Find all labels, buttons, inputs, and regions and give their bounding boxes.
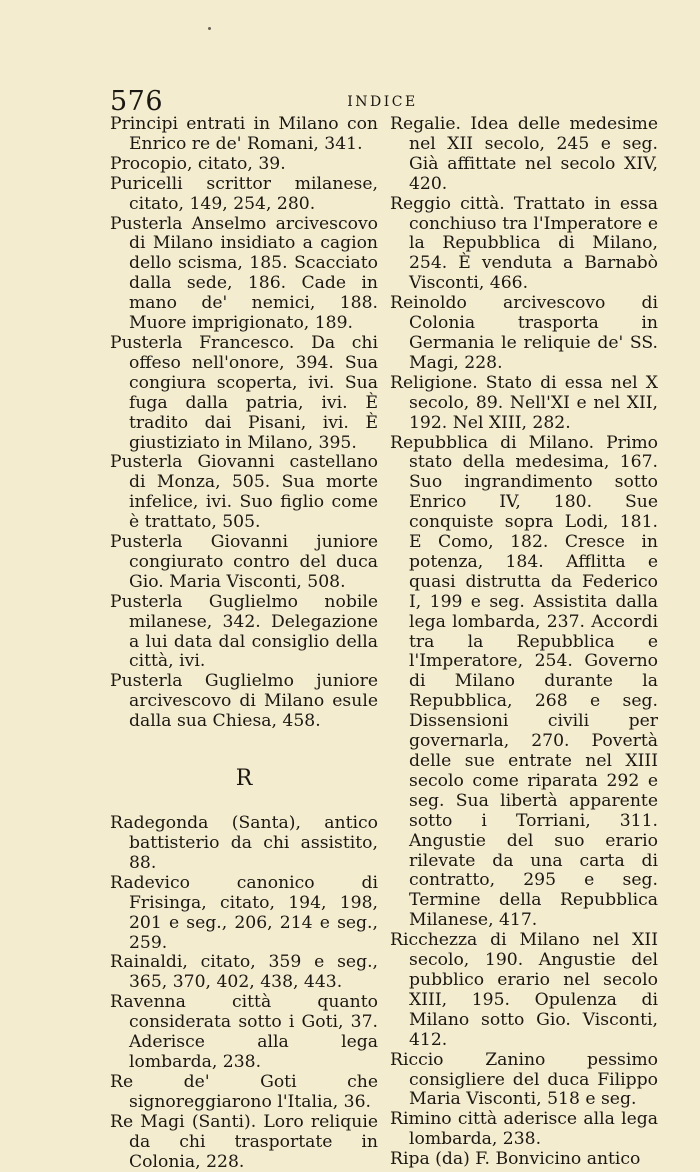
index-entry: Regalie. Idea delle medesime nel XII secolo, 245 e seg. Già affittate nel secolo XIV, 420.: [390, 114, 658, 194]
index-entry: Pusterla Anselmo arcivescovo di Milano insidiato a cagion dello scisma, 185. Scacciato dalla sede, 186. Cade in mano de' nemici, 188. Muore imprigionato, 189.: [110, 213, 378, 334]
paper-speck: [208, 27, 211, 30]
right-column: [390, 115, 658, 1170]
index-entry: Rainaldi, citato, 359 e seg., 365, 370, 402, 438, 443.: [110, 952, 378, 993]
entries-after: [110, 814, 378, 1172]
index-entry: Pusterla Giovanni castellano di Monza, 505. Sua morte infelice, ivi. Suo figlio come è trattato, 505.: [110, 452, 378, 533]
index-entry: Ripa (da) F. Bonvicino antico: [390, 1149, 641, 1170]
index-entry: Reinoldo arcivescovo di Colonia trasporta in Germania le reliquie de' SS. Magi, 228.: [390, 293, 658, 373]
left-column: [110, 115, 378, 1172]
index-entry: Radevico canonico di Frisinga, citato, 194, 198, 201 e seg., 206, 214 e seg., 259.: [110, 872, 378, 953]
index-entry: Radegonda (Santa), antico battisterio da chi assistito, 88.: [110, 813, 378, 873]
index-entry: Religione. Stato di essa nel X secolo, 89. Nell'XI e nel XII, 192. Nel XIII, 282.: [390, 372, 658, 433]
page-number: 576: [110, 86, 164, 117]
index-entry: Puricelli scrittor milanese, citato, 149, 254, 280.: [110, 173, 378, 214]
index-entry: Re de' Goti che signoreggiarono l'Italia, 36.: [110, 1071, 378, 1112]
index-entry: Ravenna città quanto considerata sotto i Goti, 37. Aderisce alla lega lombarda, 238.: [110, 992, 378, 1072]
index-entry: Reggio città. Trattato in essa conchiuso tra l'Imperatore e la Repubblica di Milano, 254. È venduta a Barnabò Visconti, 466.: [390, 193, 658, 294]
running-head: INDICE: [347, 94, 418, 110]
index-entry: Pusterla Guglielmo juniore arcivescovo di Milano esule dalla sua Chiesa, 458.: [110, 671, 378, 732]
index-entry: Principi entrati in Milano con Enrico re de' Romani, 341.: [110, 114, 378, 154]
section-letter: R: [235, 766, 253, 792]
entries-before: [110, 115, 378, 732]
index-entry: Procopio, citato, 39.: [110, 153, 286, 174]
index-entry: Riccio Zanino pessimo consigliere del duca Filippo Maria Visconti, 518 e seg.: [390, 1049, 658, 1110]
index-entry: Repubblica di Milano. Primo stato della medesima, 167. Suo ingrandimento sotto Enrico IV, 180. Sue conquiste sopra Lodi, 181. E Como, 182. Cresce in potenza, 184. Afflitta e quasi distrutta da Federico I, 199 e seg. Assistita dalla lega lombarda, 237. Accordi tra la Repubblica e l'Imperatore, 254. Governo di Milano durante la Repubblica, 268 e seg. Dissensioni civili per governarla, 270. Povertà delle sue entrate nel XIII secolo come riparata 292 e seg. Sua libertà apparente sotto i Torriani, 311. Angustie del suo erario rilevate da una carta di contratto, 295 e seg. Termine della Repubblica Milanese, 417.: [390, 432, 658, 931]
index-entry: Ricchezza di Milano nel XII secolo, 190. Angustie del pubblico erario nel secolo XIII, 195. Opulenza di Milano sotto Gio. Visconti, 412.: [390, 930, 658, 1050]
index-entry: Re Magi (Santi). Loro reliquie da chi trasportate in Colonia, 228.: [110, 1111, 378, 1172]
index-entry: Pusterla Francesco. Da chi offeso nell'onore, 394. Sua congiura scoperta, ivi. Sua fuga dalla patria, ivi. È tradito dai Pisani, ivi. È giustiziato in Milano, 395.: [110, 332, 378, 453]
index-entry: Pusterla Guglielmo nobile milanese, 342. Delegazione a lui data dal consiglio della città, ivi.: [110, 591, 378, 672]
index-entry: Pusterla Giovanni juniore congiurato contro del duca Gio. Maria Visconti, 508.: [110, 532, 378, 592]
index-entry: Rimino città aderisce alla lega lombarda, 238.: [390, 1109, 658, 1150]
